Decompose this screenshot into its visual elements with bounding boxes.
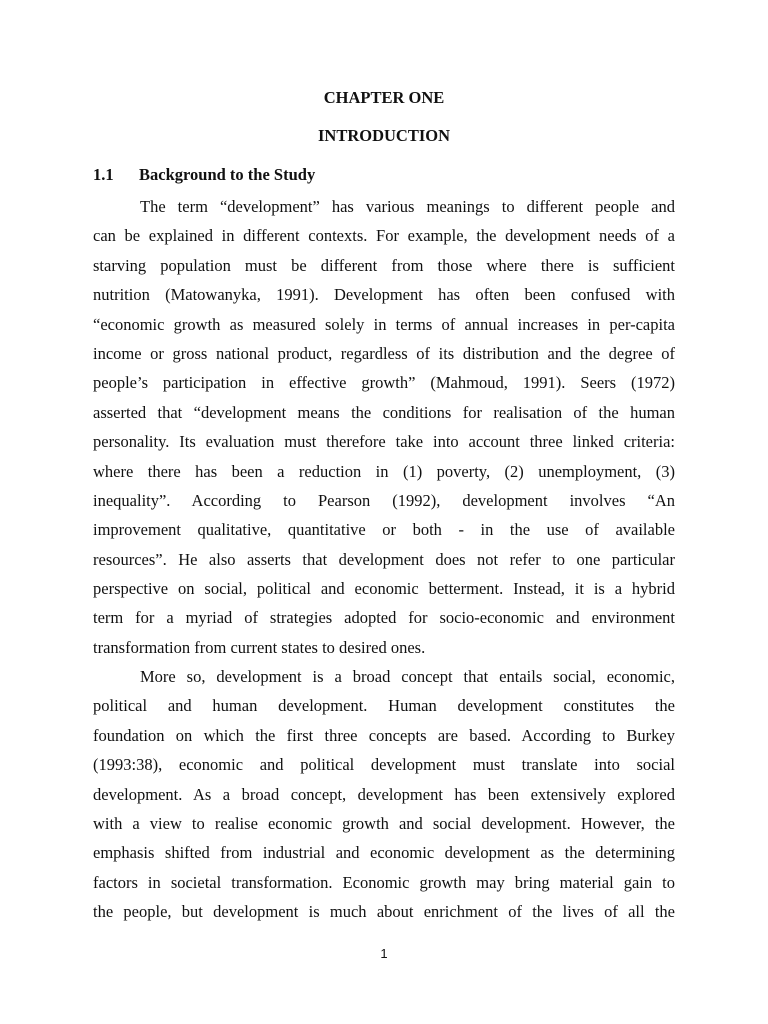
text-line: emphasis shifted from industrial and economic development as the determining	[93, 843, 675, 863]
text-line: where there has been a reduction in (1) poverty, (2) unemployment, (3)	[93, 461, 675, 481]
text-line: factors in societal transformation. Economic growth may bring material gain to	[93, 872, 675, 892]
section-title: Background to the Study	[139, 165, 316, 184]
text-line: resources”. He also asserts that development does not refer to one particular	[93, 549, 675, 569]
text-line: income or gross national product, regardless of its distribution and the degree of	[93, 343, 675, 363]
text-line: More so, development is a broad concept that entails social, economic,	[140, 667, 675, 686]
text-line: political and human development. Human development constitutes the	[93, 696, 675, 716]
text-line: asserted that “development means the conditions for realisation of the human	[93, 402, 675, 422]
text-line: with a view to realise economic growth and social development. However, the	[93, 813, 675, 833]
text-line: foundation on which the first three concepts are based. According to Burkey	[93, 725, 675, 745]
chapter-subtitle: INTRODUCTION	[317, 126, 451, 145]
text-line: “economic growth as measured solely in terms of annual increases in per-capita	[93, 314, 675, 334]
text-line: perspective on social, political and economic betterment. Instead, it is a hybrid	[93, 579, 675, 599]
text-line: personality. Its evaluation must therefore take into account three linked criteria:	[93, 432, 675, 452]
text-line: development. As a broad concept, development has been extensively explored	[93, 784, 675, 804]
text-line: people’s participation in effective growth” (Mahmoud, 1991). Seers (1972)	[93, 373, 675, 393]
text-line: nutrition (Matowanyka, 1991). Development has often been confused with	[93, 285, 675, 305]
text-line: inequality”. According to Pearson (1992), development involves “An	[93, 490, 675, 510]
text-line: improvement qualitative, quantitative or both - in the use of available	[93, 520, 675, 540]
paragraph-2	[93, 662, 675, 927]
paragraph-1	[93, 192, 675, 662]
text-line: transformation from current states to desired ones.	[93, 637, 426, 657]
text-line: (1993:38), economic and political development must translate into social	[93, 755, 675, 775]
section-heading	[93, 165, 315, 185]
section-number: 1.1	[93, 165, 114, 184]
page-number: 1	[380, 946, 388, 961]
text-line: The term “development” has various meanings to different people and	[140, 197, 675, 216]
chapter-title: CHAPTER ONE	[323, 88, 445, 107]
text-line: starving population must be different from those where there is sufficient	[93, 255, 675, 275]
text-line: the people, but development is much about enrichment of the lives of all the	[93, 902, 675, 922]
text-line: term for a myriad of strategies adopted for socio-economic and environment	[93, 608, 675, 628]
text-line: can be explained in different contexts. For example, the development needs of a	[93, 226, 675, 246]
